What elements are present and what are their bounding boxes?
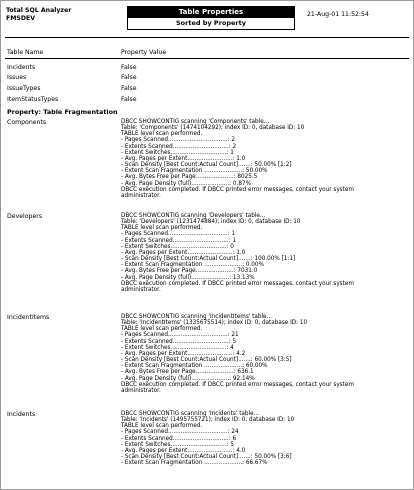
output-line: - Avg. Pages per Extent.........................: 4.0 [121,447,246,454]
output-line: - Avg. Pages per Extent.........................: 1.0 [121,249,246,256]
output-line: DBCC execution completed. If DBCC printed error messages, contact your system [121,280,354,287]
output-line: DBCC SHOWCONTIG scanning 'IncidentItems' table... [121,314,272,320]
row-value: False [121,74,137,81]
report-date: 21-Aug-01 11:52:54 [307,11,369,18]
output-line: DBCC execution completed. If DBCC printed error messages, contact your system [121,381,354,388]
output-line: - Pages Scanned.................................: 2 [121,137,235,144]
block-table-name: Incidents [7,411,36,418]
output-line: - Avg. Page Density (full).....................: 92.14% [121,375,255,382]
output-line: - Scan Density [Best Count:Actual Count].......: 50.00% [3:6] [121,454,292,461]
report-subtitle: Sorted by Property [176,19,246,27]
section-heading: Property: Table Fragmentation [7,108,118,116]
output-line: - Extents Scanned...............................: 5 [121,338,237,345]
report-header-left [6,7,71,23]
output-line: TABLE level scan performed. [121,225,203,232]
output-line: - Extent Scan Fragmentation .....................: 50.00% [121,168,268,175]
output-line: - Extent Switches...............................: 0 [121,243,234,250]
row-value: False [121,64,137,71]
server-name: FMSDEV [6,15,35,22]
output-line: - Extent Switches...............................: 5 [121,441,234,448]
header-divider [5,37,409,38]
output-line: - Scan Density [Best Count:Actual Count].......: 60.00% [3:5] [121,357,292,364]
block-lines [121,213,406,293]
output-line: - Extent Scan Fragmentation .....................: 66.67% [121,460,268,467]
column-header-divider [5,58,409,59]
output-line: - Avg. Bytes Free per Page.....................: 7031.0 [121,268,258,275]
output-line: administrator. [121,192,161,199]
output-line: - Scan Density [Best Count:Actual Count].......: 50.00% [1:2] [121,162,292,169]
column-header-value: Property Value [121,49,167,56]
report-title-box [127,6,295,30]
output-line: TABLE level scan performed. [121,131,203,138]
output-line: Table: 'Components' (1474104292); index ID: 0, database ID: 10 [121,125,305,132]
output-line: TABLE level scan performed. [121,326,203,333]
block-table-name: IncidentItems [7,314,50,321]
output-line: - Extent Scan Fragmentation .....................: 60.00% [121,363,268,370]
block-lines [121,411,406,466]
row-name: Issues [7,74,27,81]
output-line: - Extents Scanned...............................: 1 [121,237,237,244]
output-line: TABLE level scan performed. [121,423,203,430]
block-table-name: Developers [7,213,43,220]
output-line: administrator. [121,286,161,293]
output-line: - Avg. Pages per Extent.........................: 4.2 [121,350,246,357]
block-table-name: Components [7,119,47,126]
output-line: DBCC SHOWCONTIG scanning 'Incidents' table... [121,411,260,417]
output-line: - Pages Scanned.................................: 24 [121,429,239,436]
block-lines [121,119,406,199]
row-name: ItemStatusTypes [7,96,59,103]
output-line: DBCC SHOWCONTIG scanning 'Developers' table... [121,213,266,219]
row-value: False [121,96,137,103]
output-line: - Avg. Pages per Extent.........................: 1.0 [121,155,246,162]
output-line: - Extent Scan Fragmentation .....................: 0.00% [121,262,264,269]
output-line: administrator. [121,387,161,394]
output-line: - Extents Scanned...............................: 6 [121,435,237,442]
output-line: - Extents Scanned...............................: 2 [121,143,237,150]
row-value: False [121,85,137,92]
output-line: - Avg. Bytes Free per Page.....................: 8025.5 [121,174,258,181]
output-line: - Avg. Page Density (full).....................: 0.87% [121,180,251,187]
output-line: - Avg. Bytes Free per Page.....................: 636.1 [121,369,254,376]
block-lines [121,314,406,394]
output-line: DBCC execution completed. If DBCC printed error messages, contact your system [121,186,354,193]
report-title: Table Properties [128,7,294,18]
row-name: IssueTypes [7,85,41,92]
output-line: - Extent Switches...............................: 1 [121,149,234,156]
output-line: Table: 'Incidents' (1495755721); index ID: 0, database ID: 10 [121,417,295,424]
output-line: - Avg. Page Density (full).....................: 13.13% [121,274,255,281]
column-header-name: Table Name [7,49,44,56]
app-name: Total SQL Analyzer [6,7,72,14]
output-line: - Extent Switches...............................: 4 [121,344,234,351]
output-line: Table: 'IncidentItems' (1335675514); index ID: 0, database ID: 10 [121,320,308,327]
row-name: Incidents [7,64,36,71]
output-line: - Scan Density [Best Count:Actual Count].......: 100.00% [1:1] [121,256,296,263]
output-line: Table: 'Developers' (1231474884); index ID: 0, database ID: 10 [121,219,301,226]
output-line: - Pages Scanned.................................: 1 [121,231,235,238]
output-line: - Pages Scanned.................................: 21 [121,332,239,339]
output-line: DBCC SHOWCONTIG scanning 'Components' table... [121,119,270,125]
